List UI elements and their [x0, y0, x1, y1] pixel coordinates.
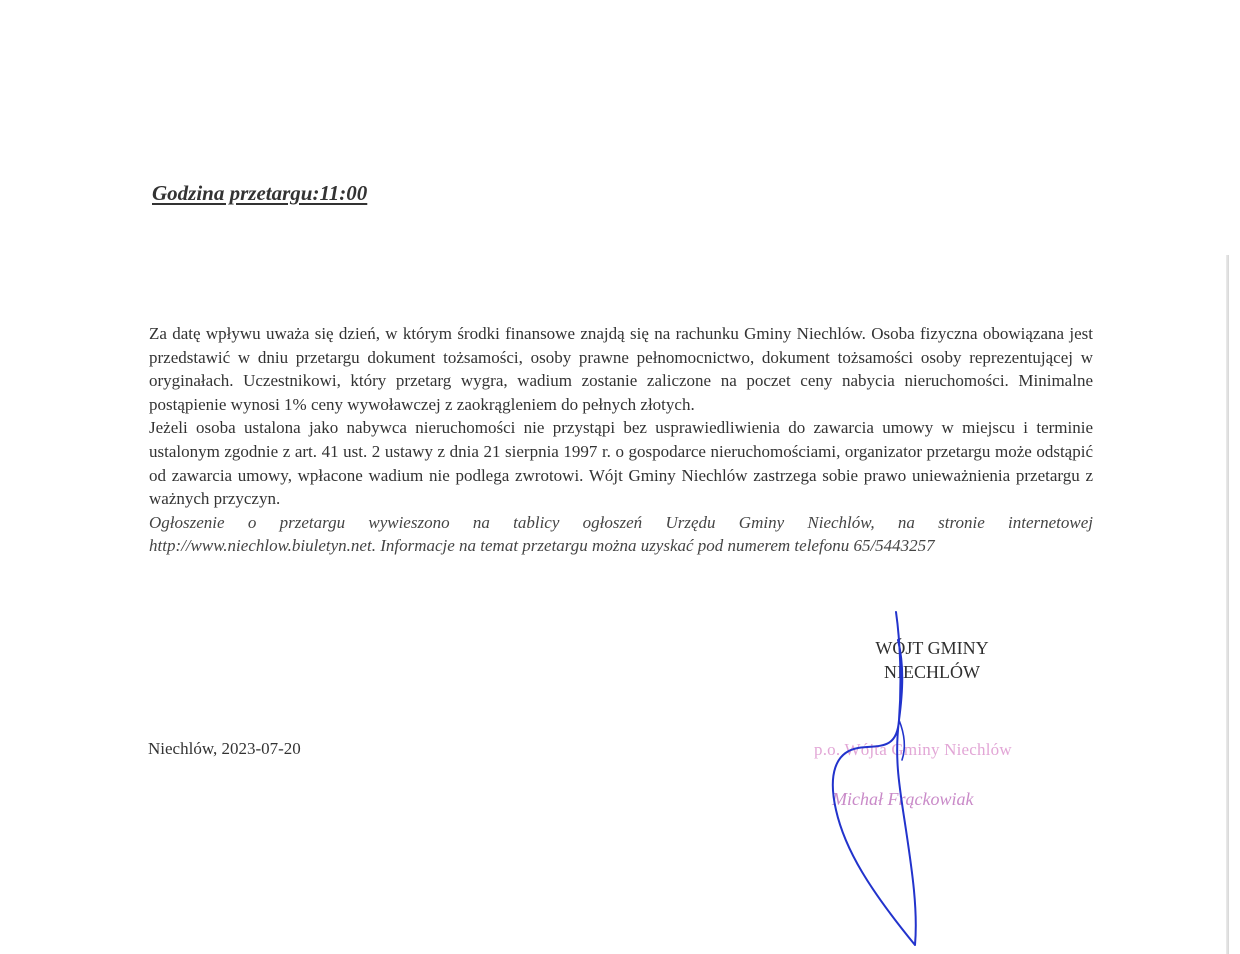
paragraph-buyer-obligations: Jeżeli osoba ustalona jako nabywca nieruchomości nie przystąpi bez usprawiedliwienia do zawarcia umowy w miejscu i terminie ustalonym zgodnie z art. 41 ust. 2 ustawy z dnia 21 sierpnia 1997 r. o gospodarce nieruchomościami, organizator przetargu może odstąpić od zawarcia umowy, wpłacone wadium nie podlega zwrotowi. Wójt Gminy Niechlów zastrzega sobie prawo unieważnienia przetargu z ważnych przyczyn.	[149, 418, 1093, 509]
auction-time-heading: Godzina przetargu:11:00	[152, 181, 368, 205]
document-body	[149, 322, 1093, 558]
paragraph-payment-terms: Za datę wpływu uważa się dzień, w którym środki finansowe znajdą się na rachunku Gminy Niechlów. Osoba fizyczna obowiązana jest przedstawić w dniu przetargu dokument tożsamości, osoby prawne pełnomocnictwo, dokument tożsamości osoby reprezentującej w oryginałach. Uczestnikowi, który przetarg wygra, wadium zostanie zaliczone na poczet ceny nabycia nieruchomości. Minimalne postąpienie wynosi 1% ceny wywoławczej z zaokrągleniem do pełnych złotych.	[149, 324, 1093, 414]
signatory-title	[862, 636, 1002, 684]
place-and-date: Niechlów, 2023-07-20	[148, 739, 301, 758]
signatory-title-line2: NIECHLÓW	[884, 662, 980, 682]
paragraph-notice-info: Ogłoszenie o przetargu wywieszono na tablicy ogłoszeń Urzędu Gminy Niechlów, na stronie internetowej http://www.niechlow.biuletyn.net. Informacje na temat przetargu można uzyskać pod numerem telefonu 65/5443257	[149, 512, 1093, 556]
page-edge-shadow	[1226, 255, 1229, 954]
stamp-office: p.o. Wójta Gminy Niechlów	[814, 740, 1012, 759]
stamp-name: Michał Frąckowiak	[832, 789, 974, 809]
signatory-title-line1: WÓJT GMINY	[875, 638, 989, 658]
